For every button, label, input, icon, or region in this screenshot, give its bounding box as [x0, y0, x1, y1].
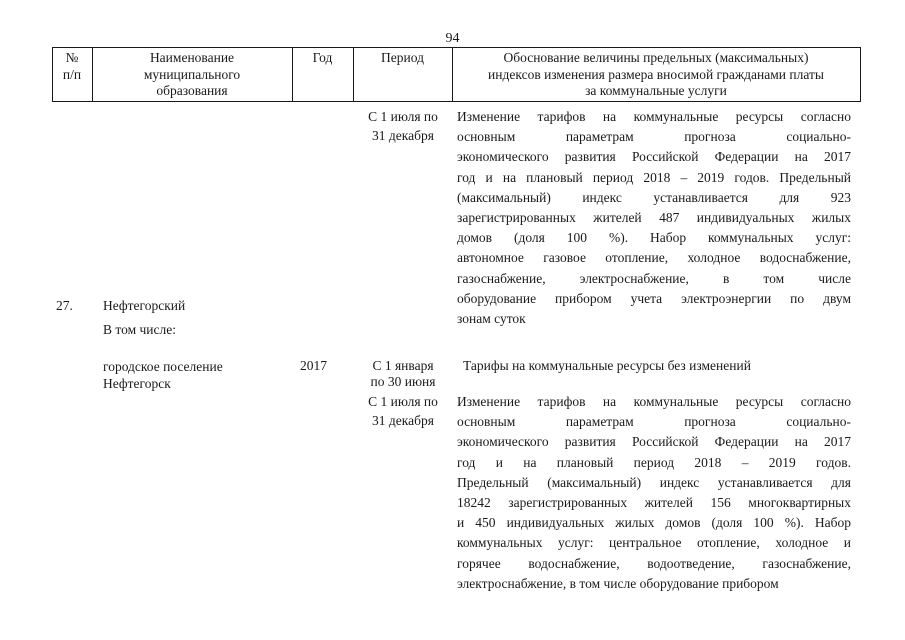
- header-right-border: [860, 47, 861, 102]
- row-number: 27.: [56, 298, 73, 313]
- basis-line: Изменение тарифов на коммунальные ресурсы согласно: [457, 109, 851, 124]
- header-basis-line: индексов изменения размера вносимой гражданами платы: [488, 66, 824, 82]
- header-name-line: муниципального: [143, 66, 241, 82]
- year-cell: 2017: [300, 358, 327, 373]
- period-cell: [363, 107, 443, 145]
- period-line: 31 декабря: [372, 128, 434, 143]
- basis-line: газоснабжение, электроснабжение, в том числе: [457, 270, 851, 286]
- header-name-line: образования: [156, 83, 228, 98]
- header-year: Год: [312, 50, 333, 65]
- basis-line: горячее водоснабжение, водоотведение, газоснабжение,: [457, 555, 851, 571]
- basis-line: Предельный (максимальный) индекс устанавливается для: [457, 474, 851, 490]
- municipality-name: Нефтегорский: [103, 298, 186, 313]
- basis-line: (максимальный) индекс устанавливается для 923: [457, 189, 851, 205]
- basis-cell: [457, 392, 851, 594]
- basis-line: оборудование прибором учета электроэнергии по двум: [457, 290, 851, 306]
- settlement-name-line: городское поселение: [103, 359, 223, 374]
- header-num-line: п/п: [62, 66, 82, 82]
- period-cell: [363, 392, 443, 430]
- header-basis-line: Обоснование величины предельных (максимальных): [503, 50, 809, 65]
- basis-cell: Тарифы на коммунальные ресурсы без изменений: [463, 358, 751, 373]
- basis-line: коммунальных услуг: центральное отопление, холодное и: [457, 535, 851, 551]
- period-line: С 1 июля по: [368, 394, 438, 409]
- period-line: по 30 июня: [370, 374, 436, 389]
- basis-line: 18242 зарегистрированных жителей 156 многоквартирных: [457, 494, 851, 510]
- header-bottom-border: [52, 101, 861, 102]
- basis-line: автономное газовое отопление, холодное водоснабжение,: [457, 250, 851, 266]
- basis-line: год и на плановый период 2018 – 2019 годов. Предельный: [457, 169, 851, 185]
- basis-line: основным параметрам прогноза социально-: [457, 414, 851, 430]
- basis-cell: [457, 107, 851, 329]
- basis-line: год и на плановый период 2018 – 2019 годов.: [457, 454, 851, 470]
- header-top-border: [52, 47, 861, 48]
- including-label: В том числе:: [103, 322, 176, 337]
- header-period: Период: [381, 50, 424, 65]
- period-line: 31 декабря: [372, 413, 434, 428]
- basis-line: и 450 индивидуальных жилых домов (доля 100 %). Набор: [457, 515, 851, 531]
- page-number: 94: [445, 31, 460, 46]
- header-basis: [452, 50, 860, 100]
- header-num: [52, 50, 92, 83]
- header-name-line: Наименование: [149, 50, 235, 65]
- basis-line: экономического развития Российской Федерации на 2017: [457, 434, 851, 450]
- basis-line: основным параметрам прогноза социально-: [457, 129, 851, 145]
- period-line: С 1 июля по: [368, 109, 438, 124]
- basis-line: электроснабжение, в том числе оборудование прибором: [457, 575, 779, 591]
- settlement-name-line: Нефтегорск: [103, 376, 171, 391]
- table-header: [52, 47, 861, 102]
- basis-line: зонам суток: [457, 310, 526, 326]
- settlement-name: [103, 358, 223, 392]
- period-line: С 1 января: [372, 358, 434, 373]
- basis-line: экономического развития Российской Федерации на 2017: [457, 149, 851, 165]
- basis-line: домов (доля 100 %). Набор коммунальных услуг:: [457, 230, 851, 246]
- basis-line: Изменение тарифов на коммунальные ресурсы согласно: [457, 394, 851, 409]
- header-basis-line: за коммунальные услуги: [585, 83, 727, 98]
- header-name: [92, 50, 292, 100]
- header-num-line: №: [65, 50, 79, 65]
- period-cell: [363, 358, 443, 390]
- basis-line: зарегистрированных жителей 487 индивидуальных жилых: [457, 209, 851, 225]
